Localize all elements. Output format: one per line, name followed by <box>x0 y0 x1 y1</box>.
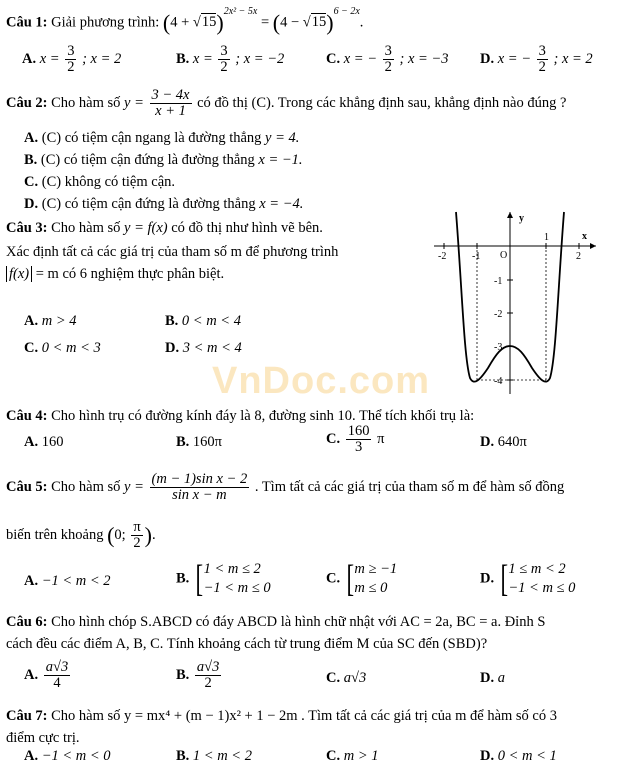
q3-option-a[interactable] <box>24 313 77 330</box>
q3-label: Câu 3: <box>6 220 48 236</box>
q1-eq-root-a: 15 <box>201 14 217 31</box>
q2-fn-pre: y = <box>124 95 144 112</box>
q3-fn: y = f(x) <box>124 220 168 236</box>
option-key: D. <box>480 434 495 450</box>
q3-text: Cho hàm số <box>51 220 121 236</box>
q5-interval: 0; <box>114 527 126 544</box>
q2-option-a[interactable] <box>24 130 299 147</box>
origin-label: O <box>500 250 508 261</box>
option-text: (C) có tiệm cận đứng là đường thẳng <box>40 152 255 168</box>
q2-option-c[interactable] <box>24 174 175 191</box>
frac-num: 3 − 4x <box>151 87 190 103</box>
option-math: ; x = 2 <box>82 51 122 68</box>
q3-option-b[interactable] <box>165 313 241 330</box>
frac-den: 2 <box>204 675 212 692</box>
q2-option-b[interactable] <box>24 152 303 169</box>
q6-option-d[interactable] <box>480 670 505 687</box>
q1-eq-base-a: 4 + <box>170 14 190 31</box>
frac-den: 4 <box>53 675 61 692</box>
q1-eq-equals: = <box>260 14 270 31</box>
option-math: 1 < m < 2 <box>192 748 252 764</box>
q7-option-c[interactable] <box>326 748 379 765</box>
frac-num: (m − 1)sin x − 2 <box>151 471 248 487</box>
q6-option-a[interactable] <box>24 660 72 691</box>
option-key: C. <box>24 340 39 356</box>
option-key: B. <box>176 748 190 764</box>
q5-label: Câu 5: <box>6 479 48 496</box>
q2-stem <box>6 88 566 119</box>
q2-option-d[interactable] <box>24 196 303 213</box>
frac-den: sin x − m <box>172 487 227 504</box>
q2-text-b: có đồ thị (C). Trong các khẳng định sau, khẳng định nào đúng ? <box>197 95 567 112</box>
q5-text: . Tìm tất cả các giá trị của tham số m để hàm số đồng <box>254 479 565 496</box>
frac-num: 160 <box>347 423 370 439</box>
q3-abs-expr: f(x) <box>6 266 32 282</box>
option-math: ; x = −2 <box>235 51 285 68</box>
option-key: B. <box>176 434 190 450</box>
system-row: −1 < m ≤ 0 <box>203 580 271 596</box>
q1-option-d[interactable] <box>480 44 593 75</box>
q5-option-c[interactable]: C. [ m ≥ −1 m ≤ 0 <box>326 558 398 600</box>
q3-stem-line2: Xác định tất cả các giá trị của tham số m để phương trình <box>6 244 339 260</box>
q6-text: Cho hình chóp S.ABCD có đáy ABCD là hình chữ nhật với AC = 2a, BC = a. Đỉnh S <box>51 614 546 630</box>
option-key: D. <box>480 748 495 764</box>
q6-stem-line1 <box>6 614 545 631</box>
y-tick: -2 <box>494 309 503 320</box>
x-tick: 1 <box>544 232 549 243</box>
q3-graph <box>430 208 600 400</box>
x-tick: -2 <box>438 251 447 262</box>
q7-option-a[interactable] <box>24 748 111 765</box>
q5-option-b[interactable]: B. [ 1 < m ≤ 2 −1 < m ≤ 0 <box>176 558 271 600</box>
q7-stem-line1 <box>6 708 557 725</box>
option-key: B. <box>176 51 190 68</box>
system-row: m ≥ −1 <box>354 561 398 577</box>
q1-label: Câu 1: <box>6 14 48 31</box>
frac-num: 3 <box>384 43 392 59</box>
watermark: VnDoc.com <box>212 360 431 402</box>
q2-text-a: Cho hàm số <box>51 95 121 112</box>
system-row: 1 ≤ m < 2 <box>508 561 566 577</box>
frac-den: 2 <box>538 59 546 76</box>
option-key: A. <box>24 434 39 450</box>
q7-option-d[interactable] <box>480 748 557 765</box>
option-math: −1 < m < 2 <box>41 573 111 589</box>
q3-option-d[interactable] <box>165 340 242 357</box>
q1-eq-root-b: 15 <box>311 14 327 31</box>
q3-stem-line3 <box>6 266 224 283</box>
frac-den: 2 <box>67 59 75 76</box>
q1-stem: Câu 1: Giải phương trình: $(4 + √15)^{2x^2 - 5x} = (4 - √15)^{6 - 2x}$. <box>6 6 364 35</box>
frac-num: π <box>133 519 141 535</box>
q3-text: = m có 6 nghiệm thực phân biệt. <box>35 266 225 282</box>
q1-eq-base-b: 4 − <box>280 14 300 31</box>
option-math: ; x = 2 <box>553 51 593 68</box>
option-math: x = <box>192 51 213 68</box>
frac-num: a√3 <box>196 659 220 675</box>
q1-text: Giải phương trình: <box>51 14 160 31</box>
option-key: C. <box>326 431 341 448</box>
option-key: B. <box>24 152 38 168</box>
option-math: y = 4. <box>265 130 300 146</box>
q5-stem-line1 <box>6 472 564 503</box>
q1-eq-exp-a: 2x² − 5x <box>223 6 258 17</box>
option-math: 0 < m < 3 <box>41 340 101 356</box>
option-key: C. <box>326 51 341 68</box>
option-math: x = −4. <box>259 196 304 212</box>
q7-option-b[interactable] <box>176 748 252 765</box>
option-math: a <box>497 670 505 686</box>
frac-den: 2 <box>384 59 392 76</box>
option-text: (C) có tiệm cận đứng là đường thẳng <box>41 196 256 212</box>
q1-eq-exp-b: 6 − 2x <box>333 6 360 17</box>
q3-stem-line1 <box>6 220 323 237</box>
y-axis-label: y <box>519 213 524 224</box>
q5-option-a[interactable] <box>24 573 111 590</box>
option-math: 0 < m < 1 <box>497 748 557 764</box>
y-tick: -3 <box>494 342 503 353</box>
option-math: a√3 <box>343 670 367 686</box>
q3-option-c[interactable] <box>24 340 101 357</box>
q5-text: Cho hàm số <box>51 479 121 496</box>
x-tick: -1 <box>472 251 481 262</box>
option-math: 3 < m < 4 <box>182 340 242 356</box>
option-math: x = <box>39 51 60 68</box>
option-math: 160 <box>41 434 64 450</box>
q6-stem-line2: cách đều các điểm A, B, C. Tính khoảng cách từ trung điểm M của SC đến (SBD)? <box>6 636 488 652</box>
option-text: (C) có tiệm cận ngang là đường thẳng <box>41 130 262 146</box>
option-key: D. <box>24 196 39 212</box>
option-math: 0 < m < 4 <box>181 313 241 329</box>
frac-den: 3 <box>354 439 363 456</box>
option-key: A. <box>24 573 39 589</box>
q6-option-b[interactable] <box>176 660 223 691</box>
system-row: 1 < m ≤ 2 <box>203 561 261 577</box>
q5-stem-line2: biến trên khoảng (0; $\frac{\pi}{2}$ ). <box>6 519 156 552</box>
frac-num: 3 <box>538 43 546 59</box>
option-key: B. <box>176 667 190 684</box>
frac-den: x + 1 <box>155 103 186 120</box>
q4-label: Câu 4: <box>6 408 48 424</box>
option-math: x = −1. <box>258 152 303 168</box>
frac-num: 3 <box>220 43 228 59</box>
q6-label: Câu 6: <box>6 614 48 630</box>
x-axis-label: x <box>582 231 587 242</box>
y-tick: -1 <box>494 276 503 287</box>
option-key: C. <box>326 748 341 764</box>
option-key: D. <box>165 340 180 356</box>
q5-option-d[interactable]: D. [ 1 ≤ m < 2 −1 < m ≤ 0 <box>480 558 576 600</box>
q6-option-c[interactable] <box>326 670 366 687</box>
option-math: m > 4 <box>41 313 77 329</box>
q1-option-c[interactable] <box>326 44 448 75</box>
q1-option-a[interactable] <box>22 44 121 75</box>
q4-option-a[interactable] <box>24 434 63 451</box>
option-math: 160π <box>192 434 222 450</box>
q7-stem-line2: điểm cực trị. <box>6 730 80 746</box>
x-tick: 2 <box>576 251 581 262</box>
option-key: A. <box>24 130 39 146</box>
option-key: A. <box>24 313 39 329</box>
frac-den: 2 <box>220 59 228 76</box>
q4-stem <box>6 408 474 425</box>
q4-option-b[interactable] <box>176 434 222 451</box>
y-axis-arrow <box>507 212 513 218</box>
option-key: A. <box>24 667 39 684</box>
option-text: (C) không có tiệm cận. <box>41 174 176 190</box>
option-key: D. <box>480 51 495 68</box>
option-key: D. <box>480 570 495 587</box>
option-key: C. <box>326 670 341 686</box>
system-row: −1 < m ≤ 0 <box>508 580 576 596</box>
option-math: −1 < m < 0 <box>41 748 111 764</box>
option-key: B. <box>165 313 179 329</box>
q2-label: Câu 2: <box>6 95 48 112</box>
frac-den: 2 <box>133 535 141 552</box>
option-key: A. <box>24 748 39 764</box>
frac-num: a√3 <box>45 659 69 675</box>
q4-option-c[interactable] <box>326 424 384 455</box>
q1-option-b[interactable] <box>176 44 284 75</box>
x-axis-arrow <box>590 243 596 249</box>
option-key: C. <box>326 570 341 587</box>
option-math: x = − <box>343 51 377 68</box>
option-key: C. <box>24 174 39 190</box>
q4-text: Cho hình trụ có đường kính đáy là 8, đường sinh 10. Thể tích khối trụ là: <box>51 408 475 424</box>
option-math: 640π <box>497 434 527 450</box>
q4-option-d[interactable] <box>480 434 527 451</box>
q5-text: biến trên khoảng <box>6 527 104 544</box>
option-math: π <box>377 431 385 448</box>
frac-num: 3 <box>67 43 75 59</box>
option-math: m > 1 <box>343 748 379 764</box>
q7-text: Cho hàm số y = mx⁴ + (m − 1)x² + 1 − 2m . Tìm tất cả các giá trị của m để hàm số có 3 <box>51 708 557 724</box>
option-key: A. <box>22 51 37 68</box>
q5-fn-pre: y = <box>124 479 144 496</box>
option-math: ; x = −3 <box>399 51 449 68</box>
y-tick: -4 <box>494 376 503 387</box>
q3-text: có đồ thị như hình vẽ bên. <box>171 220 323 236</box>
option-math: x = − <box>497 51 531 68</box>
option-key: B. <box>176 570 190 587</box>
q7-label: Câu 7: <box>6 708 48 724</box>
system-row: m ≤ 0 <box>354 580 388 596</box>
option-key: D. <box>480 670 495 686</box>
